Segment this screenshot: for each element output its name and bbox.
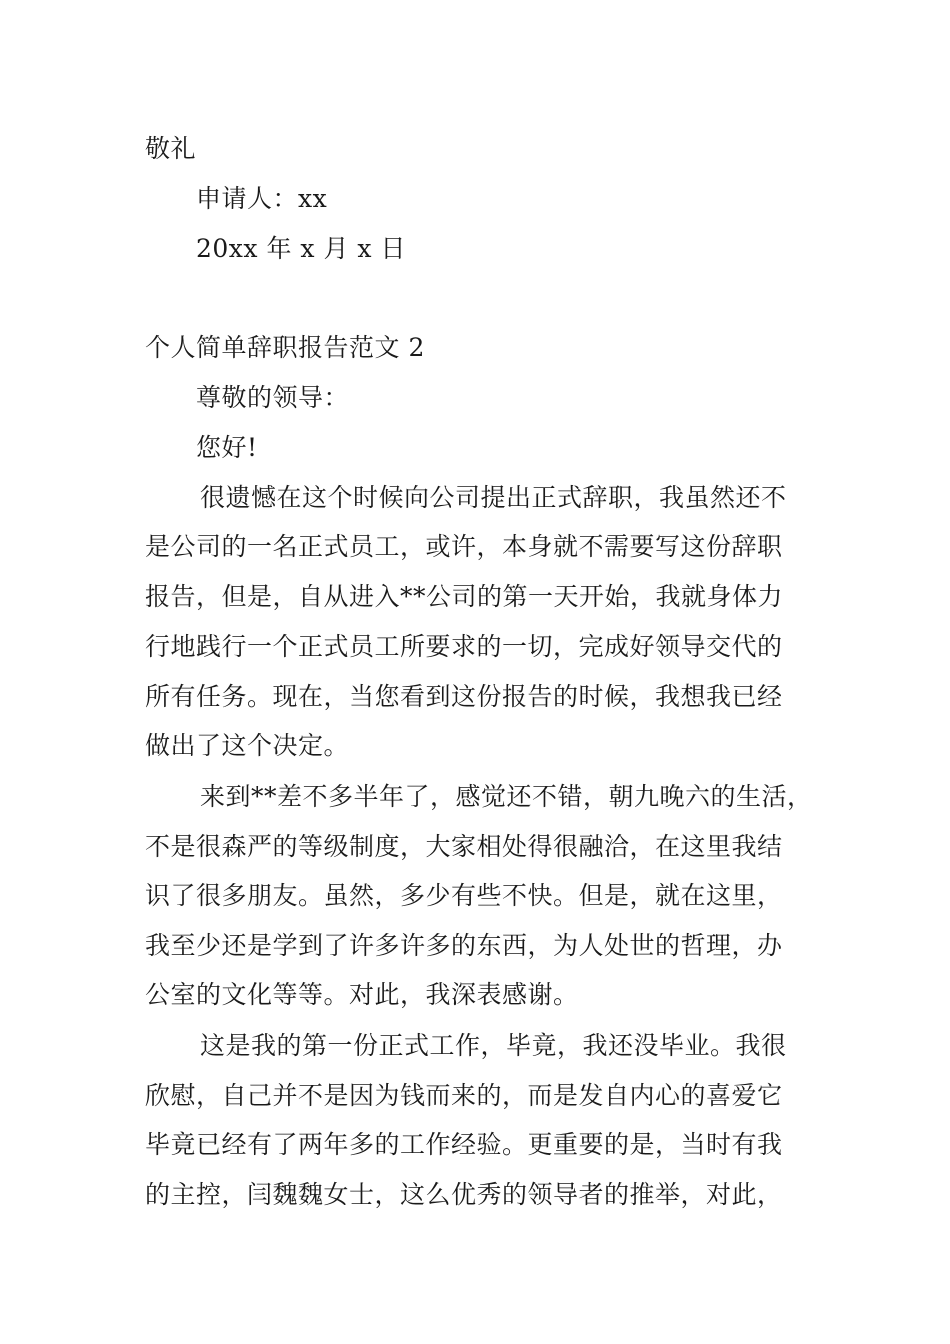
paragraph-line: 我至少还是学到了许多许多的东西，为人处世的哲理，办 bbox=[145, 931, 783, 960]
paragraph-line: 是公司的一名正式员工，或许，本身就不需要写这份辞职 bbox=[145, 532, 783, 561]
paragraph-line: 做出了这个决定。 bbox=[145, 731, 350, 760]
greeting-line: 尊敬的领导： bbox=[196, 383, 350, 412]
closing-salute: 敬礼 bbox=[145, 134, 197, 163]
paragraph-line: 来到**差不多半年了，感觉还不错，朝九晚六的生活， bbox=[200, 782, 813, 811]
paragraph-line: 这是我的第一份正式工作，毕竟，我还没毕业。我很 bbox=[200, 1031, 787, 1060]
paragraph-line: 行地践行一个正式员工所要求的一切，完成好领导交代的 bbox=[145, 632, 783, 661]
paragraph-line: 报告，但是，自从进入**公司的第一天开始，我就身体力 bbox=[145, 582, 784, 611]
paragraph-line: 不是很森严的等级制度，大家相处得很融洽，在这里我结 bbox=[145, 832, 783, 861]
paragraph-line: 识了很多朋友。虽然，多少有些不快。但是，就在这里， bbox=[145, 881, 783, 910]
paragraph-line: 所有任务。现在，当您看到这份报告的时候，我想我已经 bbox=[145, 682, 783, 711]
paragraph-line: 欣慰，自己并不是因为钱而来的，而是发自内心的喜爱它 bbox=[145, 1081, 783, 1110]
section-title: 个人简单辞职报告范文 2 bbox=[145, 333, 425, 362]
hello-line: 您好! bbox=[196, 433, 258, 462]
paragraph-line: 公室的文化等等。对此，我深表感谢。 bbox=[145, 980, 579, 1009]
paragraph-line: 毕竟已经有了两年多的工作经验。更重要的是，当时有我 bbox=[145, 1130, 783, 1159]
paragraph-line: 很遗憾在这个时候向公司提出正式辞职，我虽然还不 bbox=[200, 483, 787, 512]
paragraph-line: 的主控，闫魏魏女士，这么优秀的领导者的推举，对此， bbox=[145, 1180, 783, 1209]
date-line: 20xx 年 x 月 x 日 bbox=[196, 234, 406, 263]
applicant-line: 申请人：xx bbox=[196, 184, 328, 213]
